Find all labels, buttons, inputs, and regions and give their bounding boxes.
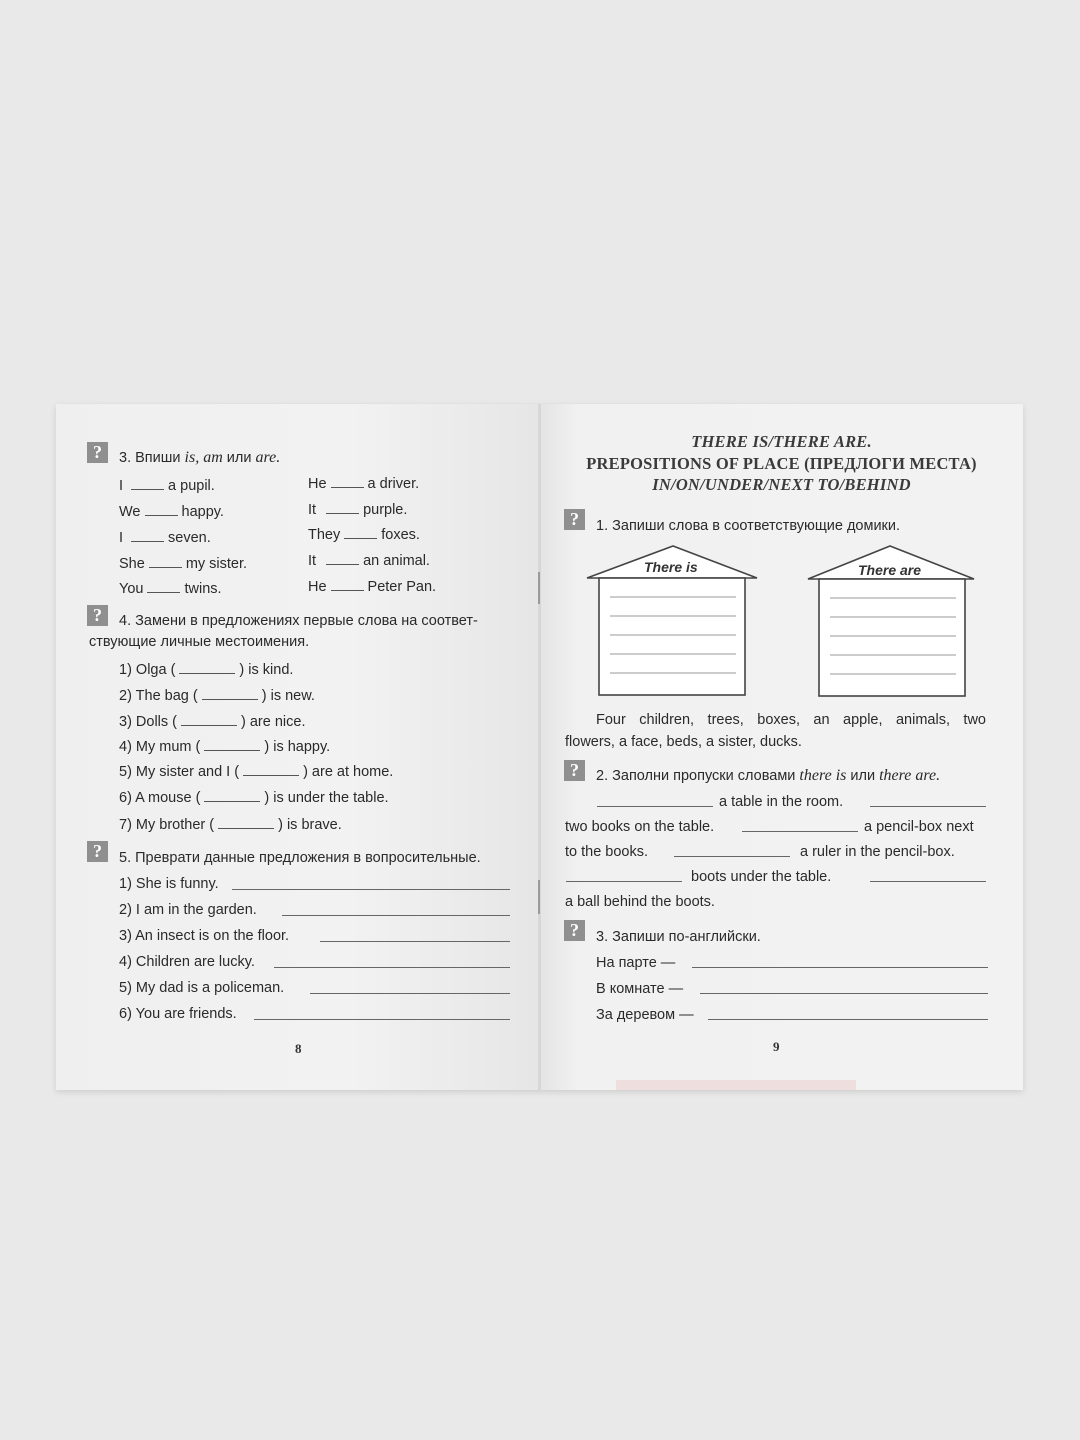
ex2-text: boots under the table. (691, 869, 832, 885)
answer-line[interactable] (674, 856, 790, 857)
ex4-item: 4) My mum ( ) is happy. (119, 736, 330, 756)
ex1-words-line1: Four children, trees, boxes, an apple, animals, two (596, 712, 986, 728)
ex2-text: a table in the room. (719, 794, 844, 810)
ex1-words-line2: flowers, a face, beds, a sister, ducks. (565, 734, 802, 750)
answer-line[interactable] (254, 1019, 510, 1020)
ex2-text: to the books. (565, 844, 649, 860)
book-spine (538, 404, 541, 1090)
ex3-row: I a pupil. (119, 475, 215, 495)
answer-line[interactable] (274, 967, 510, 968)
answer-line[interactable] (566, 881, 682, 882)
question-icon: ? (564, 509, 585, 530)
answer-line[interactable] (692, 967, 988, 968)
spine-staple-bottom (538, 880, 540, 914)
question-icon: ? (87, 442, 108, 463)
ex3r-item: На парте — (596, 955, 676, 971)
ex5-item: 5) My dad is a policeman. (119, 980, 285, 996)
ex3r-title: 3. Запиши по-английски. (596, 929, 761, 945)
ex3r-item: В комнате — (596, 981, 684, 997)
answer-line[interactable] (708, 1019, 988, 1020)
ex4-item: 2) The bag ( ) is new. (119, 685, 315, 705)
section-heading-3: IN/ON/UNDER/NEXT TO/BEHIND (652, 475, 911, 494)
ex4-item: 3) Dolls ( ) are nice. (119, 711, 306, 731)
question-icon: ? (87, 841, 108, 862)
section-heading-2: PREPOSITIONS OF PLACE (ПРЕДЛОГИ МЕСТА) (586, 454, 977, 473)
answer-line[interactable] (320, 941, 510, 942)
ex5-title: 5. Преврати данные предложения в вопросительные. (119, 850, 481, 866)
answer-line[interactable] (870, 881, 986, 882)
section-heading-1: THERE IS/THERE ARE. (691, 432, 872, 451)
ex1-title: 1. Запиши слова в соответствующие домики. (596, 518, 901, 534)
ex4-title-line2: ствующие личные местоимения. (89, 634, 310, 650)
ex2-text: two books on the table. (565, 819, 715, 835)
ex5-item: 3) An insect is on the floor. (119, 928, 290, 944)
ex4-item: 6) A mouse ( ) is under the table. (119, 787, 389, 807)
house-wall (819, 579, 965, 696)
ex3-row: He a driver. (308, 473, 419, 493)
ex4-item: 1) Olga ( ) is kind. (119, 659, 293, 679)
house-label-there-are: There are (858, 562, 922, 578)
answer-line[interactable] (232, 889, 510, 890)
answer-line[interactable] (597, 806, 713, 807)
ex3-row: It purple. (308, 499, 407, 519)
ex2-title: 2. Заполни пропуски словами there is или there are. (596, 767, 941, 784)
answer-line[interactable] (870, 806, 986, 807)
answer-line[interactable] (700, 993, 988, 994)
page-number-left: 8 (295, 1041, 302, 1056)
ex3-row: We happy. (119, 501, 224, 521)
ex3-row: They foxes. (308, 524, 420, 544)
question-icon: ? (87, 605, 108, 626)
ex5-item: 2) I am in the garden. (119, 902, 257, 918)
ex4-title-line1: 4. Замени в предложениях первые слова на соответ- (119, 613, 478, 629)
ex4-item: 7) My brother ( ) is brave. (119, 814, 342, 834)
answer-line[interactable] (282, 915, 510, 916)
answer-line[interactable] (310, 993, 510, 994)
question-icon: ? (564, 920, 585, 941)
ex5-item: 4) Children are lucky. (119, 954, 255, 970)
ex2-text: a ball behind the boots. (565, 894, 715, 910)
ex3-row: He Peter Pan. (308, 576, 436, 596)
spine-staple-top (538, 572, 540, 604)
ex3r-item: За деревом — (596, 1007, 694, 1023)
answer-line[interactable] (742, 831, 858, 832)
ex2-text: a pencil-box next (864, 819, 974, 835)
ex2-text: a ruler in the pencil-box. (800, 844, 955, 860)
ex5-item: 1) She is funny. (119, 876, 219, 892)
ex3-row: She my sister. (119, 553, 247, 573)
ex5-item: 6) You are friends. (119, 1006, 237, 1022)
page-number-right: 9 (773, 1039, 780, 1054)
ex3-row: You twins. (119, 578, 222, 598)
house-wall (599, 578, 745, 695)
ex3-title: 3. Впиши is, am или are. (119, 449, 281, 466)
question-icon: ? (564, 760, 585, 781)
ex3-row: It an animal. (308, 550, 430, 570)
house-label-there-is: There is (644, 559, 698, 575)
ex3-row: I seven. (119, 527, 211, 547)
cover-edge (616, 1080, 856, 1090)
open-workbook (56, 404, 1023, 1090)
ex4-item: 5) My sister and I ( ) are at home. (119, 761, 393, 781)
